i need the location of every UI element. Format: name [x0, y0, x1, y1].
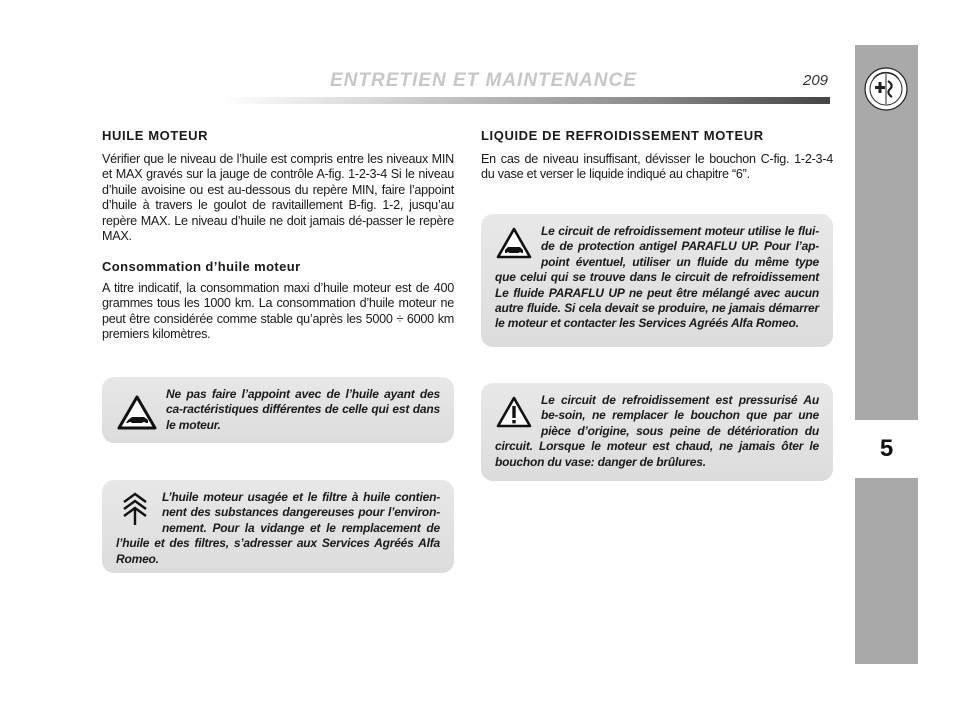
- chapter-number: 5: [855, 420, 918, 478]
- car-warning-triangle-icon: [495, 226, 533, 260]
- note-paraflu-text: Le circuit de refroidissement moteur utilise le flui-de de protection antigel PARAFLU UP. Pour l’ap-point éventuel, utiliser un fluide du même type que celui qui se trouve dans le circuit de refroidissement Le fluide PARAFLU UP ne peut être mélangé avec aucun autre fluide. Si cela devait se produire, ne jamais démarrer le moteur et contacter les Services Agréés Alfa Romeo.: [495, 224, 819, 331]
- header-title: ENTRETIEN ET MAINTENANCE: [330, 70, 637, 91]
- environment-arrows-icon: [116, 492, 154, 526]
- page-number: 209: [803, 72, 829, 89]
- right-column: [481, 128, 833, 183]
- oil-level-paragraph: Vérifier que le niveau de l’huile est compris entre les niveaux MIN et MAX gravés sur la jauge de contrôle A-fig. 1-2-3-4 Si le niveau d’huile avoisine ou est au-dessous du repère MIN, faire l’appoint d’huile à travers le goulot de ravitaillement B-fig. 1-2, jusqu’au repère MAX. Le niveau d’huile ne doit jamais dé-passer le repère MAX.: [102, 151, 454, 244]
- danger-note-pressurized-circuit: [481, 383, 833, 481]
- note-used-oil-text: L’huile moteur usagée et le filtre à huile contien-nent des substances dangereuses pour l’environ-nement. Pour la vidange et le remplacement de l’huile et des filtres, s’adresser aux Services Agréés Alfa Romeo.: [116, 490, 440, 566]
- exclamation-warning-triangle-icon: [495, 395, 533, 429]
- left-column: [102, 128, 454, 343]
- environment-note-used-oil: [102, 480, 454, 573]
- subheading-oil-consumption: Consommation d’huile moteur: [102, 259, 301, 275]
- car-warning-triangle-icon: [116, 393, 158, 433]
- section-heading-oil: HUILE MOTEUR: [102, 128, 209, 143]
- note-pressurized-text: Le circuit de refroidissement est pressurisé Au be-soin, ne remplacer le bouchon que par une pièce d’origine, sous peine de détérioration du circuit. Lorsque le moteur est chaud, ne jamais ôter le bouchon du vase: danger de brûlures.: [495, 393, 819, 469]
- note-oil-topup-text: Ne pas faire l’appoint avec de l’huile ayant des ca-ractéristiques différentes de celle qui est dans le moteur.: [166, 387, 440, 432]
- warning-note-oil-topup: [102, 377, 454, 443]
- header-rule: [220, 97, 830, 104]
- warning-note-paraflu: [481, 214, 833, 347]
- chapter-sidebar: [855, 45, 918, 664]
- oil-consumption-paragraph: A titre indicatif, la consommation maxi d’huile moteur est de 400 grammes tous les 1000 km. La consommation d’huile moteur ne peut être considérée comme stable qu’après les 5000 ÷ 6000 km premiers kilomètres.: [102, 280, 454, 342]
- coolant-level-paragraph: En cas de niveau insuffisant, dévisser le bouchon C-fig. 1-2-3-4 du vase et verser le liquide indiqué au chapitre “6”.: [481, 151, 833, 182]
- section-heading-coolant: LIQUIDE DE REFROIDISSEMENT MOTEUR: [481, 128, 764, 143]
- alfa-romeo-logo-icon: [864, 67, 908, 111]
